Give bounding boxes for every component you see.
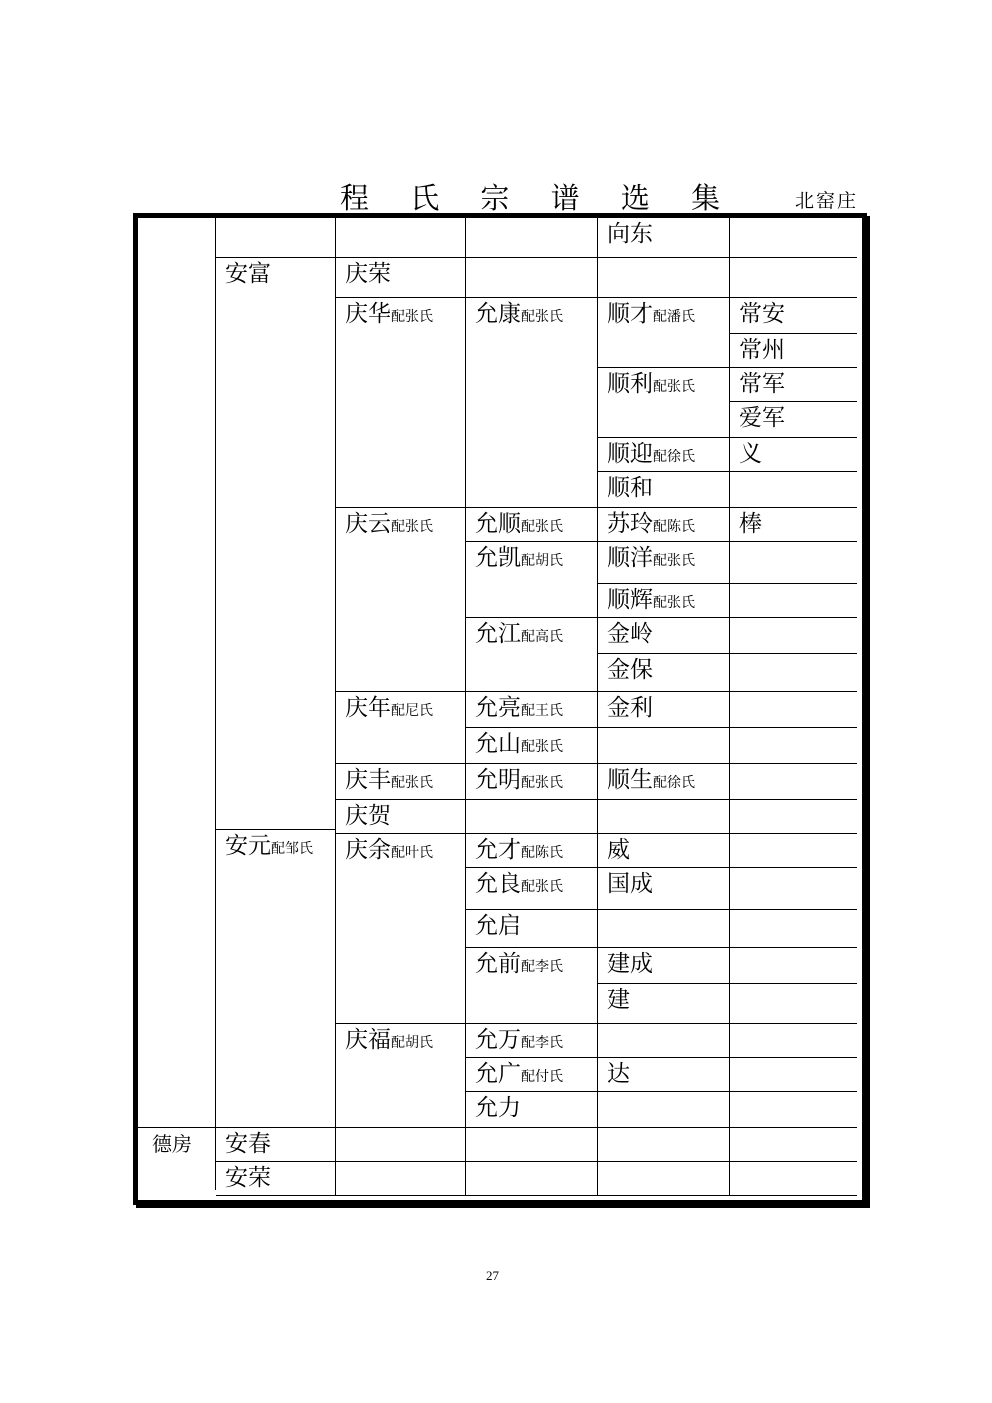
- person-name: 金保: [607, 657, 653, 683]
- spouse-note: 配高氏: [521, 629, 563, 645]
- spouse-note: 配张氏: [653, 553, 695, 569]
- table-cell: [730, 1058, 857, 1092]
- table-cell: [598, 258, 730, 298]
- table-cell: [598, 1128, 730, 1162]
- table-cell: [598, 1092, 730, 1128]
- table-cell: [466, 834, 598, 868]
- table-cell: [466, 542, 598, 618]
- table-cell: [466, 258, 598, 298]
- table-cell: [336, 800, 466, 834]
- person-name: 达: [607, 1061, 630, 1087]
- person-name: 允力: [475, 1095, 521, 1121]
- spouse-note: 配尼氏: [391, 703, 433, 719]
- person-name: 顺利: [607, 371, 653, 397]
- spouse-note: 配张氏: [521, 739, 563, 755]
- table-cell: [730, 334, 857, 368]
- table-cell: [598, 948, 730, 984]
- spouse-note: 配叶氏: [391, 845, 433, 861]
- person-name: 庆年: [345, 695, 391, 721]
- table-cell: [598, 910, 730, 948]
- table-cell: [466, 1162, 598, 1196]
- table-cell: [598, 438, 730, 472]
- table-cell: [598, 984, 730, 1024]
- table-cell: [730, 1162, 857, 1196]
- person-name: 允广: [475, 1061, 521, 1087]
- table-cell: [730, 800, 857, 834]
- table-cell: [730, 948, 857, 984]
- table-cell: [336, 834, 466, 1024]
- person-name: 义: [739, 441, 762, 467]
- person-name: 常州: [739, 337, 785, 363]
- spouse-note: 配胡氏: [521, 553, 563, 569]
- spouse-note: 配李氏: [521, 1035, 563, 1051]
- place-name: 北窑庄: [795, 190, 859, 212]
- table-cell: [216, 830, 336, 1128]
- spouse-note: 配张氏: [521, 519, 563, 535]
- table-cell: [598, 834, 730, 868]
- table-cell: [336, 1024, 466, 1128]
- person-name: 允康: [475, 301, 521, 327]
- table-cell: [466, 1092, 598, 1128]
- table-cell: [730, 472, 857, 508]
- person-name: 庆余: [345, 837, 391, 863]
- table-cell: [730, 618, 857, 654]
- table-cell: [466, 1024, 598, 1058]
- person-name: 顺和: [607, 475, 653, 501]
- table-cell: [216, 258, 336, 830]
- person-name: 国成: [607, 871, 653, 897]
- spouse-note: 配付氏: [521, 1069, 563, 1085]
- table-cell: [138, 218, 216, 1128]
- spouse-note: 配张氏: [391, 309, 433, 325]
- person-name: 顺生: [607, 767, 653, 793]
- person-name: 允启: [475, 913, 521, 939]
- table-cell: [730, 584, 857, 618]
- table-cell: [730, 508, 857, 542]
- table-cell: [598, 368, 730, 438]
- table-cell: [598, 1162, 730, 1196]
- person-name: 允良: [475, 871, 521, 897]
- spouse-note: 配张氏: [521, 879, 563, 895]
- table-cell: [216, 218, 336, 258]
- person-name: 安荣: [225, 1165, 271, 1191]
- person-name: 安元: [225, 833, 271, 859]
- table-cell: [730, 764, 857, 800]
- table-cell: [466, 948, 598, 1024]
- table-cell: [730, 654, 857, 692]
- table-cell: [466, 618, 598, 692]
- table-cell: [336, 508, 466, 692]
- table-cell: [730, 368, 857, 402]
- person-name: 常安: [739, 301, 785, 327]
- page-title: 程 氏 宗 谱 选 集: [340, 181, 737, 215]
- table-cell: [730, 910, 857, 948]
- table-cell: [336, 1162, 466, 1196]
- person-name: 金岭: [607, 621, 653, 647]
- spouse-note: 配李氏: [521, 959, 563, 975]
- table-cell: [466, 728, 598, 764]
- table-cell: [466, 298, 598, 508]
- table-cell: [730, 542, 857, 584]
- table-cell: [466, 508, 598, 542]
- spouse-note: 配张氏: [521, 309, 563, 325]
- person-name: 允顺: [475, 511, 521, 537]
- table-cell: [598, 1058, 730, 1092]
- table-cell: [466, 868, 598, 910]
- table-cell: [598, 584, 730, 618]
- table-cell: [598, 298, 730, 368]
- person-name: 棒: [739, 511, 762, 537]
- person-name: 安富: [225, 261, 271, 287]
- table-cell: [730, 984, 857, 1024]
- table-cell: [730, 692, 857, 728]
- table-cell: [466, 910, 598, 948]
- table-cell: [730, 1092, 857, 1128]
- table-cell: [466, 692, 598, 728]
- person-name: 建: [607, 987, 630, 1013]
- person-name: 允亮: [475, 695, 521, 721]
- person-name: 允江: [475, 621, 521, 647]
- person-name: 庆贺: [345, 803, 391, 829]
- person-name: 顺迎: [607, 441, 653, 467]
- table-cell: [216, 1162, 336, 1196]
- person-name: 允明: [475, 767, 521, 793]
- person-name: 常军: [739, 371, 785, 397]
- table-cell: [598, 868, 730, 910]
- table-cell: [730, 1024, 857, 1058]
- spouse-note: 配徐氏: [653, 449, 695, 465]
- table-cell: [336, 692, 466, 764]
- table-cell: [730, 298, 857, 334]
- person-name: 威: [607, 837, 630, 863]
- table-cell: [598, 654, 730, 692]
- table-cell: [466, 1058, 598, 1092]
- person-name: 允前: [475, 951, 521, 977]
- person-name: 顺辉: [607, 587, 653, 613]
- person-name: 顺才: [607, 301, 653, 327]
- table-cell: [730, 402, 857, 438]
- table-cell: [598, 472, 730, 508]
- person-name: 向东: [607, 221, 653, 247]
- table-cell: [466, 764, 598, 800]
- table-cell: [730, 218, 857, 258]
- person-name: 庆荣: [345, 261, 391, 287]
- person-name: 金利: [607, 695, 653, 721]
- person-name: 建成: [607, 951, 653, 977]
- person-name: 庆云: [345, 511, 391, 537]
- spouse-note: 配邹氏: [271, 841, 313, 857]
- table-cell: [730, 1128, 857, 1162]
- table-cell: [336, 764, 466, 800]
- table-cell: [730, 834, 857, 868]
- table-cell: [138, 1128, 216, 1190]
- table-cell: [598, 728, 730, 764]
- person-name: 德房: [152, 1132, 192, 1156]
- table-cell: [598, 1024, 730, 1058]
- table-cell: [466, 800, 598, 834]
- table-cell: [336, 218, 466, 258]
- table-cell: [598, 764, 730, 800]
- spouse-note: 配徐氏: [653, 775, 695, 791]
- table-cell: [598, 618, 730, 654]
- person-name: 允山: [475, 731, 521, 757]
- table-cell: [598, 508, 730, 542]
- spouse-note: 配王氏: [521, 703, 563, 719]
- person-name: 安春: [225, 1131, 271, 1157]
- table-cell: [730, 868, 857, 910]
- table-cell: [336, 258, 466, 298]
- spouse-note: 配胡氏: [391, 1035, 433, 1051]
- spouse-note: 配张氏: [653, 595, 695, 611]
- person-name: 允才: [475, 837, 521, 863]
- person-name: 允万: [475, 1027, 521, 1053]
- table-cell: [216, 1128, 336, 1162]
- table-cell: [598, 692, 730, 728]
- spouse-note: 配张氏: [653, 379, 695, 395]
- spouse-note: 配张氏: [521, 775, 563, 791]
- person-name: 允凯: [475, 545, 521, 571]
- person-name: 庆福: [345, 1027, 391, 1053]
- table-cell: [598, 218, 730, 258]
- table-cell: [466, 218, 598, 258]
- table-cell: [466, 1128, 598, 1162]
- table-cell: [730, 258, 857, 298]
- table-cell: [336, 298, 466, 508]
- table-cell: [730, 438, 857, 472]
- person-name: 庆华: [345, 301, 391, 327]
- spouse-note: 配张氏: [391, 519, 433, 535]
- person-name: 顺洋: [607, 545, 653, 571]
- spouse-note: 配陈氏: [521, 845, 563, 861]
- spouse-note: 配张氏: [391, 775, 433, 791]
- table-cell: [730, 728, 857, 764]
- page-number: 27: [486, 1268, 499, 1283]
- person-name: 庆丰: [345, 767, 391, 793]
- spouse-note: 配潘氏: [653, 309, 695, 325]
- spouse-note: 配陈氏: [653, 519, 695, 535]
- table-cell: [598, 800, 730, 834]
- table-cell: [598, 542, 730, 584]
- person-name: 爱军: [739, 405, 785, 431]
- person-name: 苏玲: [607, 511, 653, 537]
- table-cell: [336, 1128, 466, 1162]
